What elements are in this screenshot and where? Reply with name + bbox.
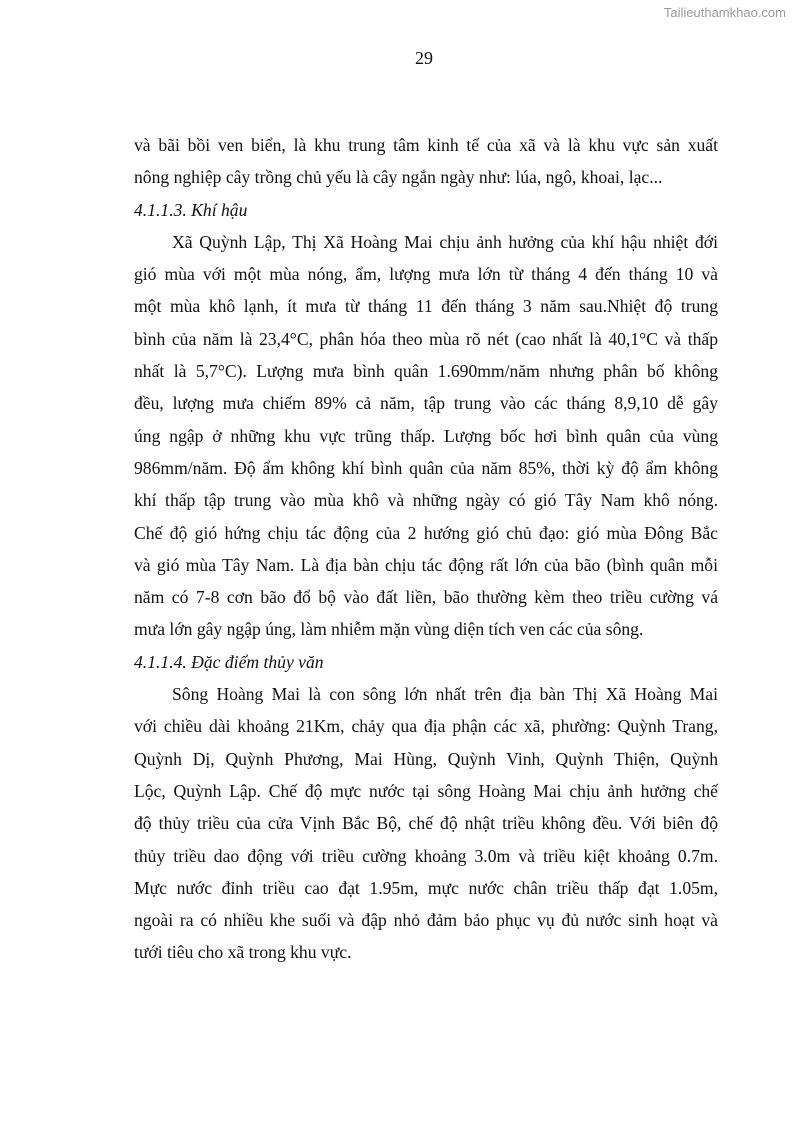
text-line: mưa lớn gây ngập úng, làm nhiễm mặn vùng diện tích ven các của sông.: [134, 619, 644, 640]
text-line: và bãi bồi ven biển, là khu trung tâm kinh tế của xã và là khu vực sản xuất: [134, 135, 718, 155]
section-heading-climate: 4.1.1.3. Khí hậu: [134, 199, 248, 220]
text-line: 986mm/năm. Độ ẩm không khí bình quân của năm 85%, thời kỳ độ ẩm không: [134, 457, 718, 478]
text-line: úng ngập ở những khu vực trũng thấp. Lượng bốc hơi bình quân của vùng: [134, 425, 718, 446]
paragraph-climate: [134, 226, 718, 646]
paragraph-intro: [134, 129, 718, 194]
text-line: Quỳnh Dị, Quỳnh Phương, Mai Hùng, Quỳnh Vinh, Quỳnh Thiện, Quỳnh: [134, 748, 718, 769]
text-line: Xã Quỳnh Lập, Thị Xã Hoàng Mai chịu ảnh hưởng của khí hậu nhiệt đới: [172, 231, 718, 252]
document-body: [134, 129, 718, 969]
text-line: đều, lượng mưa chiếm 89% cả năm, tập trung vào các tháng 8,9,10 dễ gây: [134, 393, 718, 414]
text-line: tưới tiêu cho xã trong khu vực.: [134, 942, 352, 963]
paragraph-hydrology: [134, 678, 718, 969]
section-heading-hydrology: 4.1.1.4. Đặc điểm thủy văn: [134, 651, 324, 672]
page-number: 29: [415, 48, 433, 68]
text-line: thủy triều dao động với triều cường khoảng 3.0m và triều kiệt khoảng 0.7m.: [134, 845, 718, 866]
text-line: gió mùa với một mùa nóng, ẩm, lượng mưa lớn từ tháng 4 đến tháng 10 và: [134, 264, 718, 285]
text-line: nhất là 5,7°C). Lượng mưa bình quân 1.690mm/năm nhưng phân bố không: [134, 361, 718, 382]
text-line: độ thủy triều của cửa Vịnh Bắc Bộ, chế độ nhật triều không đều. Với biên độ: [134, 813, 718, 834]
text-line: Sông Hoàng Mai là con sông lớn nhất trên địa bàn Thị Xã Hoàng Mai: [172, 684, 718, 705]
watermark: Tailieuthamkhao.com: [663, 5, 786, 20]
text-line: và gió mùa Tây Nam. Là địa bàn chịu tác động rất lớn của bão (bình quân mỗi: [134, 554, 718, 575]
text-line: khí thấp tập trung vào mùa khô và những ngày có gió Tây Nam khô nóng.: [134, 490, 718, 511]
text-line: bình của năm là 23,4°C, phân hóa theo mùa rõ nét (cao nhất là 40,1°C và thấp: [134, 328, 718, 349]
text-line: một mùa khô lạnh, ít mưa từ tháng 11 đến tháng 3 năm sau.Nhiệt độ trung: [134, 296, 718, 317]
text-line: nông nghiệp cây trồng chủ yếu là cây ngắn ngày như: lúa, ngô, khoai, lạc...: [134, 167, 663, 188]
text-line: ngoài ra có nhiều khe suối và đập nhỏ đảm bảo phục vụ đủ nước sinh hoạt và: [134, 910, 718, 931]
text-line: năm có 7-8 cơn bão đổ bộ vào đất liền, bão thường kèm theo triều cường vá: [134, 587, 718, 608]
text-line: với chiều dài khoảng 21Km, chảy qua địa phận các xã, phường: Quỳnh Trang,: [134, 716, 718, 737]
text-line: Lộc, Quỳnh Lập. Chế độ mực nước tại sông Hoàng Mai chịu ảnh hưởng chế: [134, 780, 718, 801]
text-line: Chế độ gió hứng chịu tác động của 2 hướng gió chủ đạo: gió mùa Đông Bắc: [134, 522, 718, 543]
text-line: Mực nước đỉnh triều cao đạt 1.95m, mực nước chân triều thấp đạt 1.05m,: [134, 877, 718, 898]
